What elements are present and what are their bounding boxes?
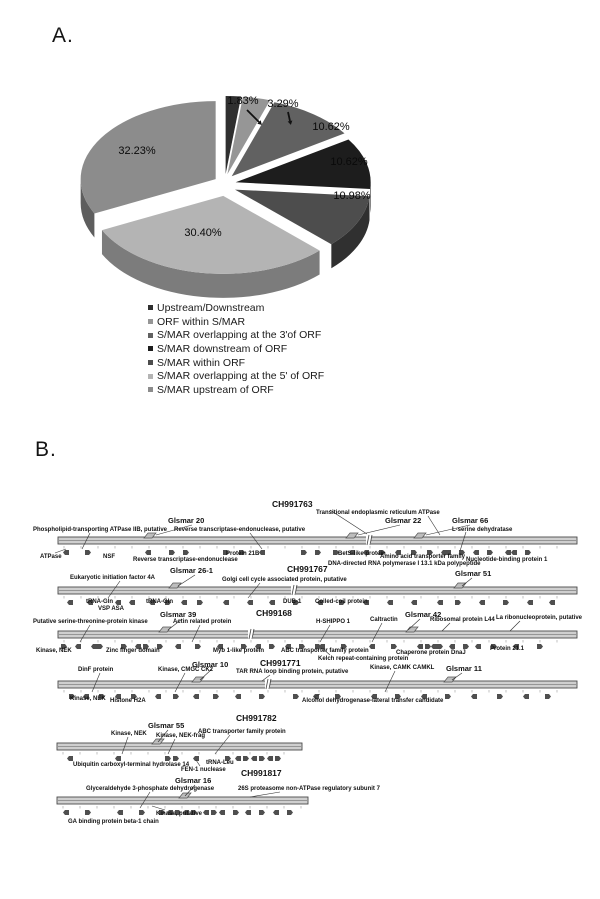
annotation-label: Caltractin — [370, 617, 398, 623]
gene-arrow — [525, 550, 531, 555]
gene-arrow — [455, 600, 461, 605]
annotation-label: ABC transporter family protein — [281, 648, 369, 654]
pie-value-label: 32.23% — [118, 145, 156, 157]
annotation-label: Ubiquitin carboxyl-terminal hydrolase 14 — [73, 762, 190, 768]
panel-a-label: A. — [52, 24, 74, 47]
gene-arrow — [549, 600, 555, 605]
gene-arrow — [139, 810, 145, 815]
gene-arrow — [213, 694, 219, 699]
pie-value-label: 10.62% — [312, 121, 350, 133]
gene-arrow — [411, 600, 417, 605]
scaffold-label: CH991763 — [272, 499, 313, 509]
pie-chart — [81, 95, 371, 298]
annotation-label: Transitional endoplasmic reticulum ATPase — [316, 510, 440, 516]
gene-arrow — [431, 644, 437, 649]
gene-arrow — [63, 810, 69, 815]
annotation-label: Reverse transcriptase-endonuclease — [133, 557, 238, 563]
legend-item — [148, 356, 324, 370]
gene-arrow — [473, 550, 479, 555]
gene-arrow — [391, 644, 397, 649]
pie-value-label: 10.98% — [333, 190, 371, 202]
gene-arrow — [197, 600, 203, 605]
gene-arrow — [117, 810, 123, 815]
annotation-leader — [510, 621, 520, 631]
gene-arrow — [145, 550, 151, 555]
annotation-label: L-serine dehydratase — [452, 527, 513, 533]
legend-item-label: S/MAR upstream of ORF — [157, 383, 274, 396]
annotation-label: Kinase, NEK — [36, 648, 72, 654]
gene-arrow — [269, 644, 275, 649]
annotation-label: Protein 21.1 — [490, 646, 525, 652]
gene-arrow — [437, 644, 443, 649]
genome-track-CH991817 — [57, 768, 381, 825]
legend-item-label: S/MAR within ORF — [157, 356, 246, 369]
annotation-label: Nucleotide-binding protein 1 — [466, 557, 548, 563]
annotation-label: Eukaryotic initiation factor 4A — [70, 575, 156, 581]
gene-arrow — [475, 644, 481, 649]
gene-arrow — [203, 810, 209, 815]
legend-swatch — [148, 305, 153, 310]
gene-arrow — [471, 694, 477, 699]
pie-value-label: 1.83% — [227, 95, 259, 107]
scaffold-label: CH991767 — [287, 564, 328, 574]
legend-swatch — [148, 360, 153, 365]
legend-item-label: S/MAR overlapping at the 3'of ORF — [157, 329, 322, 342]
gene-arrow — [183, 550, 189, 555]
legend-item-label: ORF within S/MAR — [157, 315, 246, 328]
gene-arrow — [527, 600, 533, 605]
gene-arrow — [369, 644, 375, 649]
gene-arrow — [449, 644, 455, 649]
gene-arrow — [425, 644, 431, 649]
gene-arrow — [259, 810, 265, 815]
legend-item-label: Upstream/Downstream — [157, 301, 265, 314]
gene-arrow — [219, 810, 225, 815]
gene-arrow — [115, 756, 121, 761]
gene-arrow — [193, 694, 199, 699]
glsmar-label: Glsmar 20 — [168, 516, 205, 525]
gene-arrow — [259, 694, 265, 699]
genome-map — [33, 499, 583, 825]
annotation-label: DNA-directed RNA polymerase I 13.1 kDa polypeptide — [328, 561, 481, 567]
annotation-label: Kinase, NEK — [70, 696, 106, 702]
gene-arrow — [211, 810, 217, 815]
pie-value-label: 30.40% — [184, 227, 222, 239]
gene-arrow — [445, 694, 451, 699]
gene-arrow — [175, 644, 181, 649]
gene-arrow — [417, 644, 423, 649]
annotation-label: Histone H2A — [110, 698, 146, 704]
gene-arrow — [181, 600, 187, 605]
legend-item — [148, 328, 324, 342]
legend-item — [148, 301, 324, 315]
genome-track-CH991782 — [57, 713, 302, 773]
annotation-label: Alcohol dehydrogenase-lateral transfer candidate — [302, 698, 444, 704]
pie-value-label: 10.62% — [330, 156, 368, 168]
annotation-label: Actin related protein — [173, 619, 232, 625]
gene-arrow — [463, 644, 469, 649]
gene-arrow — [235, 694, 241, 699]
glsmar-label: Glsmar 26-1 — [170, 566, 213, 575]
annotation-label: Golgi cell cycle associated protein, putative — [222, 577, 347, 583]
annotation-label: Protein 21B — [226, 551, 260, 557]
glsmar-label: Glsmar 22 — [385, 516, 422, 525]
annotation-label: 26S proteasome non-ATPase regulatory subunit 7 — [238, 786, 380, 792]
annotation-label: Putative serine-threonine-protein kinase — [33, 619, 148, 625]
gene-arrow — [75, 644, 81, 649]
gene-arrow — [275, 756, 281, 761]
legend-item-label: S/MAR downstream of ORF — [157, 342, 288, 355]
annotation-leader — [250, 792, 280, 797]
legend-item — [148, 315, 324, 329]
gene-arrow — [505, 550, 511, 555]
annotation-leader — [452, 673, 462, 680]
annotation-label: Kinase, NEK — [111, 731, 147, 737]
annotation-leader — [358, 525, 400, 535]
annotation-label: Amino acid transporter family — [380, 554, 466, 560]
gene-arrow — [63, 550, 69, 555]
gene-arrow — [267, 756, 273, 761]
scaffold-label: CH991771 — [260, 658, 301, 668]
glsmar-label: Glsmar 42 — [405, 610, 442, 619]
gene-arrow — [243, 756, 249, 761]
gene-arrow — [301, 550, 307, 555]
annotation-label: Kinase, CAMK CAMKL — [370, 665, 435, 671]
gene-arrow — [85, 810, 91, 815]
gene-arrow — [479, 600, 485, 605]
annotation-leader — [462, 578, 472, 586]
gene-arrow — [245, 810, 251, 815]
annotation-label: VSP ASA — [98, 606, 125, 612]
annotation-label: GA binding protein beta-1 chain — [68, 819, 159, 825]
annotation-label: TAR RNA loop binding protein, putative — [236, 669, 349, 675]
legend-swatch — [148, 346, 153, 351]
glsmar-label: Glsmar 10 — [192, 660, 229, 669]
legend-swatch — [148, 333, 153, 338]
pie-value-label: 3.29% — [267, 98, 299, 110]
gene-arrow — [503, 600, 509, 605]
gene-arrow — [155, 694, 161, 699]
panel-b-label: B. — [35, 438, 57, 461]
glsmar-label: Glsmar 51 — [455, 569, 492, 578]
annotation-label: Kinase, putative — [156, 811, 203, 817]
gene-arrow — [165, 756, 171, 761]
annotation-label: ABC transporter family protein — [198, 729, 286, 735]
scaffold-label: CH991817 — [241, 768, 282, 778]
glsmar-label: Glsmar 39 — [160, 610, 197, 619]
gene-arrow — [259, 550, 265, 555]
gene-arrow — [173, 694, 179, 699]
scaffold-label: CH991782 — [236, 713, 277, 723]
gene-arrow — [273, 810, 279, 815]
pie-slice-6 — [81, 101, 216, 213]
gene-arrow — [115, 600, 121, 605]
gene-arrow — [293, 694, 299, 699]
annotation-label: Kinase, NEK-frag — [156, 733, 206, 739]
annotation-label: Coiled-coil protein — [315, 599, 368, 605]
annotation-leader — [442, 623, 450, 631]
annotation-label: tRNA-Gln — [86, 599, 113, 605]
annotation-label: Glyceraldehyde 3-phosphate dehydrogenase — [86, 786, 215, 792]
gene-arrow — [259, 756, 265, 761]
annotation-label: Phospholipid-transporting ATPase IIB, putative — [33, 527, 168, 533]
gene-arrow — [387, 600, 393, 605]
gene-arrow — [251, 756, 257, 761]
annotation-label: Zinc finger domain — [106, 648, 160, 654]
gene-arrow — [97, 644, 103, 649]
gene-arrow — [315, 550, 321, 555]
gene-arrow — [235, 756, 241, 761]
gene-arrow — [91, 644, 97, 649]
gene-arrow — [511, 550, 517, 555]
gene-arrow — [67, 756, 73, 761]
gene-arrow — [85, 550, 91, 555]
legend-swatch — [148, 374, 153, 379]
gene-arrow — [497, 694, 503, 699]
annotation-label: tRNA-Gln — [146, 599, 173, 605]
gene-arrow — [233, 810, 239, 815]
annotation-label: Reverse transcriptase-endonuclease, putative — [174, 527, 306, 533]
gene-arrow — [129, 600, 135, 605]
genome-track-CH99168 — [33, 608, 583, 662]
annotation-label: DinF protein — [78, 667, 114, 673]
annotation-label: Kinase, CMGC CK2 — [158, 667, 214, 673]
glsmar-label: Glsmar 55 — [148, 721, 185, 730]
glsmar-label: Glsmar 11 — [446, 664, 482, 673]
gene-arrow — [523, 694, 529, 699]
glsmar-label: Glsmar 66 — [452, 516, 489, 525]
annotation-label: La ribonucleoprotein, putative — [496, 615, 583, 621]
gene-arrow — [269, 600, 275, 605]
legend-item-label: S/MAR overlapping at the 5' of ORF — [157, 370, 325, 383]
legend-item — [148, 369, 324, 383]
gene-arrow — [195, 644, 201, 649]
annotation-label: ATPase — [40, 554, 62, 560]
gene-arrow — [437, 600, 443, 605]
annotation-label: DUB-1 — [283, 599, 302, 605]
gene-arrow — [537, 644, 543, 649]
annotation-label: Myb 1-like protein — [213, 648, 265, 654]
legend-swatch — [148, 387, 153, 392]
gene-arrow — [247, 600, 253, 605]
gene-arrow — [287, 810, 293, 815]
legend-item — [148, 342, 324, 356]
legend-swatch — [148, 319, 153, 324]
gene-arrow — [487, 550, 493, 555]
annotation-label: Kelch repeat-containing protein — [318, 656, 409, 662]
pie-legend — [148, 301, 324, 397]
gene-arrow — [67, 600, 73, 605]
gene-arrow — [173, 756, 179, 761]
glsmar-label: Glsmar 16 — [175, 776, 212, 785]
gene-arrow — [223, 600, 229, 605]
annotation-label: Ribosomal protein L44 — [430, 617, 495, 623]
annotation-label: FEN-1 nuclease — [181, 767, 226, 773]
annotation-leader — [178, 575, 195, 586]
annotation-leader — [152, 806, 165, 810]
genome-track-CH991767 — [58, 564, 577, 612]
genome-track-CH991763 — [33, 499, 577, 567]
genome-track-CH991771 — [58, 658, 577, 704]
legend-item — [148, 383, 324, 397]
annotation-label: BetS-like protein — [338, 551, 386, 557]
gene-arrow — [545, 694, 551, 699]
annotation-label: NSF — [103, 554, 115, 560]
annotation-label: H-SHIPPO 1 — [316, 619, 351, 625]
scaffold-label: CH99168 — [256, 608, 292, 618]
gene-arrow — [169, 550, 175, 555]
annotation-label: tRNA-Leu — [206, 760, 234, 766]
annotation-label: Chaperone protein DnaJ — [396, 650, 466, 656]
